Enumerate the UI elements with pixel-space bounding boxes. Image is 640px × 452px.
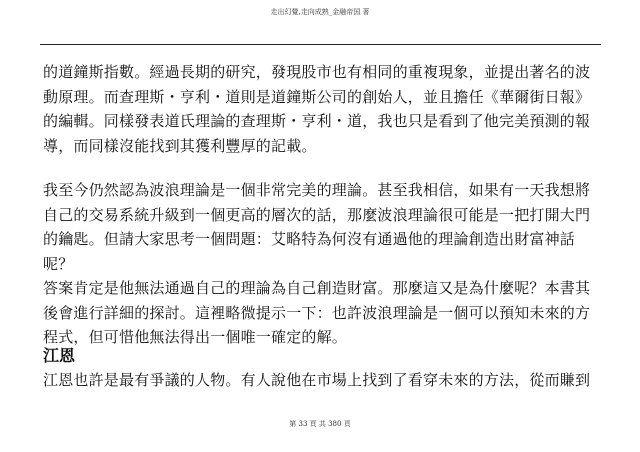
paragraph-wave-theory: 我至今仍然認為波浪理論是一個非常完美的理論。甚至我相信，如果有一天我想將 自己的交易系統升級到一個更高的層次的話，那麼波浪理論很可能是一把打開大門 的鑰匙。但請大家思考一個問題：艾略特為何沒有通過他的理論創造出財富神話呢？ 答案肯定是他無法通過自己的理論為自己創造財富。那麼這又是為什麼呢？本書其 後會進行詳細的探討。這裡略微提示一下：也許波浪理論是一個可以預知未來的方 程式，但可惜他無法得出一個唯一確定的解。 — [43, 181, 591, 346]
page-number-footer: 第 33 頁 共 380 頁 — [289, 420, 351, 428]
header-rule — [40, 44, 601, 45]
paragraph-gann: 江恩也許是最有爭議的人物。有人說他在市場上找到了看穿未來的方法，從而賺到 — [43, 371, 591, 389]
page-header-title: 走出幻覺,走向成熟_金融帝国 著 — [270, 8, 370, 16]
paragraph-dow-theory: 的道鐘斯指數。經過長期的研究，發現股市也有相同的重複現象，並提出著名的波 動原理。而查理斯・亨利・道則是道鐘斯公司的創始人，並且擔任《華爾街日報》 的編輯。同樣發表道氏理論的查理斯・亨利・道，我也只是看到了他完美預測的報 導，而同樣沒能找到其獲利豐厚的記載。 — [43, 63, 591, 155]
section-heading-gann: 江恩 — [43, 346, 76, 365]
